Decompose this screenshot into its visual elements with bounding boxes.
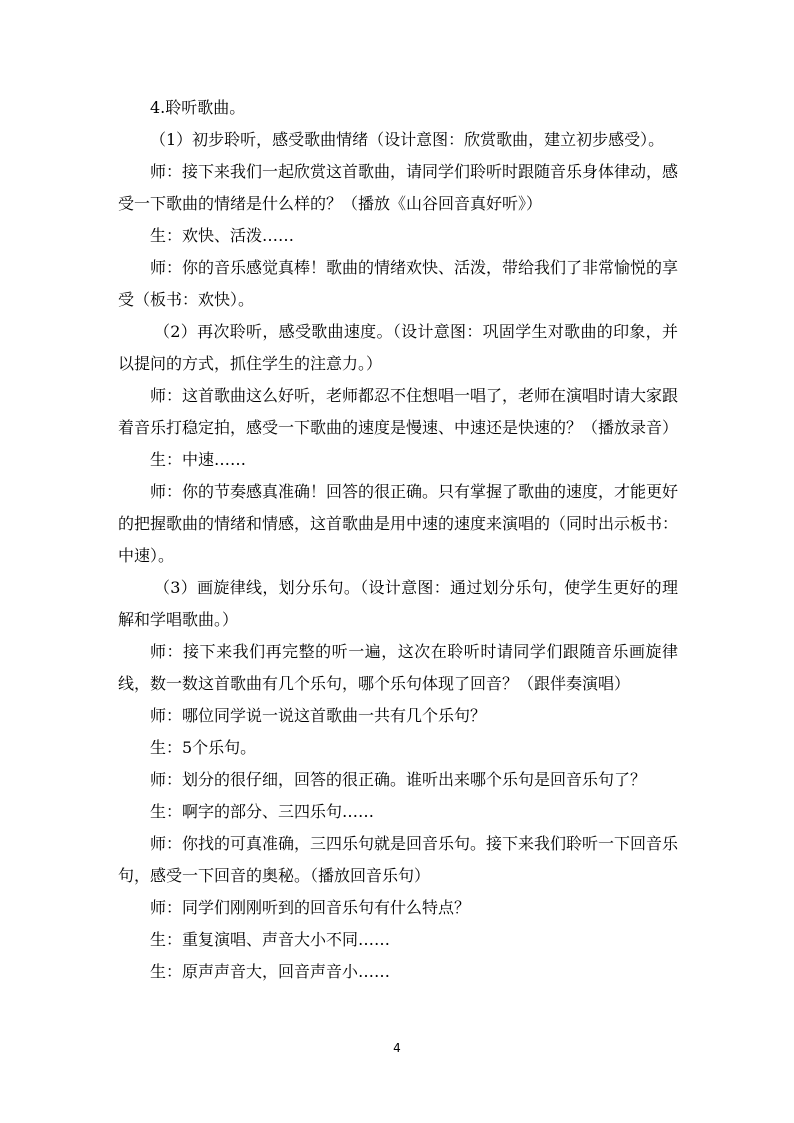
paragraph-teacher: 师：接下来我们一起欣赏这首歌曲，请同学们聆听时跟随音乐身体律动，感受一下歌曲的情绪是什么样的？（播放《山谷回音真好听》） <box>118 162 679 213</box>
paragraph-teacher: 师：接下来我们再完整的听一遍，这次在聆听时请同学们跟随音乐画旋律线，数一数这首歌曲有几个乐句，哪个乐句体现了回音？（跟伴奏演唱） <box>118 642 678 693</box>
paragraph-student: 生：原声声音大，回音声音小…… <box>150 962 391 981</box>
paragraph-student: 生：欢快、活泼…… <box>150 226 295 245</box>
paragraph-student: 生：中速…… <box>150 450 247 469</box>
paragraph-teacher: 师：你找的可真准确，三四乐句就是回音乐句。接下来我们聆听一下回音乐句，感受一下回音的奥秘。（播放回音乐句） <box>118 834 679 885</box>
paragraph-teacher: 师：哪位同学说一说这首歌曲一共有几个乐句？ <box>150 706 487 725</box>
paragraph-step-heading: 4.聆听歌曲。 <box>150 98 246 117</box>
page-number: 4 <box>393 1041 401 1055</box>
paragraph-sub-step-2: （2）再次聆听，感受歌曲速度。（设计意图：巩固学生对歌曲的印象，并以提问的方式，抓住学生的注意力。） <box>118 322 678 373</box>
document-body <box>118 92 678 988</box>
paragraph-teacher: 师：这首歌曲这么好听，老师都忍不住想唱一唱了，老师在演唱时请大家跟着音乐打稳定拍，感受一下歌曲的速度是慢速、中速还是快速的？（播放录音） <box>118 386 679 437</box>
paragraph-student: 生：5个乐句。 <box>150 738 257 757</box>
paragraph-student: 生：啊字的部分、三四乐句…… <box>150 802 375 821</box>
paragraph-teacher: 师：你的节奏感真准确！回答的很正确。只有掌握了歌曲的速度，才能更好的把握歌曲的情绪和情感，这首歌曲是用中速的速度来演唱的（同时出示板书：中速）。 <box>118 482 679 565</box>
paragraph-teacher: 师：同学们刚刚听到的回音乐句有什么特点？ <box>150 898 471 917</box>
paragraph-sub-step-1: （1）初步聆听，感受歌曲情绪（设计意图：欣赏歌曲，建立初步感受）。 <box>150 130 665 149</box>
paragraph-teacher: 师：你的音乐感觉真棒！歌曲的情绪欢快、活泼，带给我们了非常愉悦的享受（板书：欢快）。 <box>118 258 679 309</box>
paragraph-sub-step-3: （3）画旋律线，划分乐句。（设计意图：通过划分乐句，使学生更好的理解和学唱歌曲。） <box>118 578 678 629</box>
paragraph-teacher: 师：划分的很仔细，回答的很正确。谁听出来哪个乐句是回音乐句了？ <box>150 770 647 789</box>
paragraph-student: 生：重复演唱、声音大小不同…… <box>150 930 391 949</box>
